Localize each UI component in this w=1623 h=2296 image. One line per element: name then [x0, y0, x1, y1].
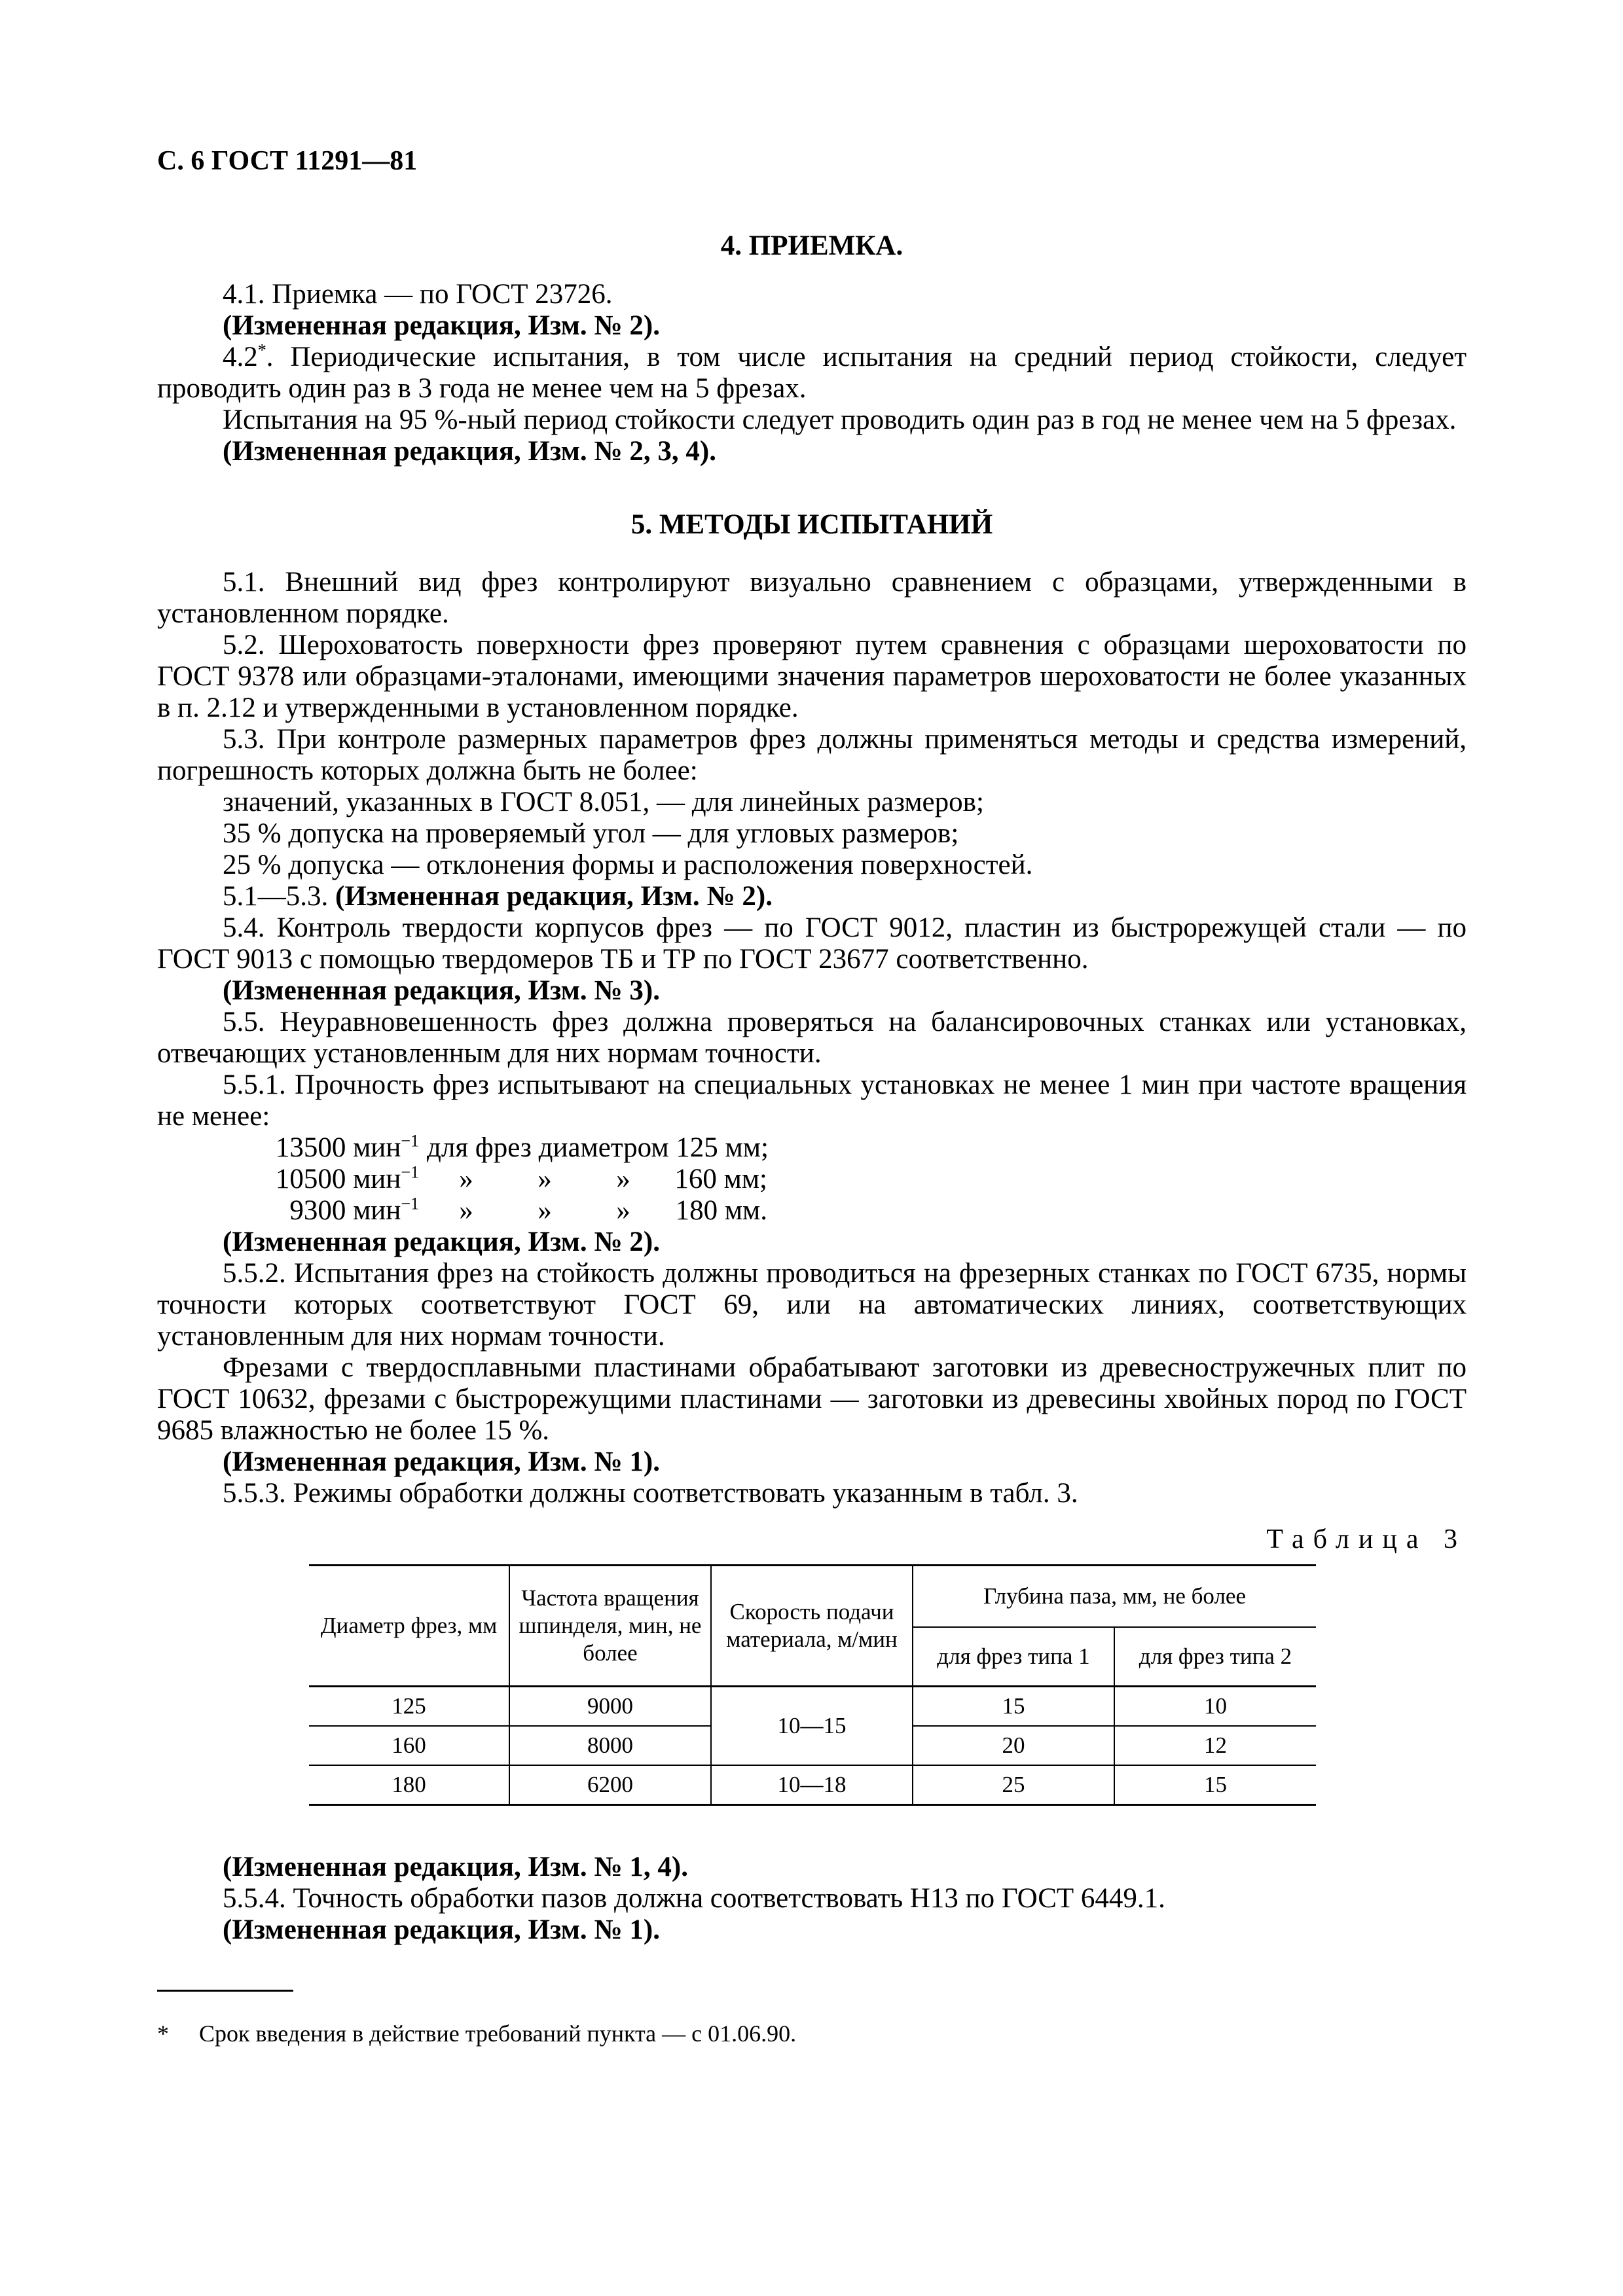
ditto-mark: » — [459, 1195, 473, 1226]
table-cell: 160 — [309, 1726, 509, 1765]
page-body — [157, 230, 1467, 1946]
table-cell: 9000 — [509, 1687, 711, 1727]
speed-row — [212, 1132, 1467, 1164]
table-cell: 6200 — [509, 1765, 711, 1805]
speed-row — [212, 1195, 1467, 1227]
table-row — [309, 1765, 1316, 1805]
paragraph-5-5-1: 5.5.1. Прочность фрез испытывают на специальных установках не менее 1 мин при частоте вращения не менее: — [157, 1069, 1467, 1132]
ditto-mark: » — [616, 1195, 630, 1226]
table-cell: 10—18 — [711, 1765, 913, 1805]
edit-note-5-1-5-3 — [157, 881, 1467, 912]
edit-note: (Измененная редакция, Изм. № 2). — [335, 881, 773, 912]
table-header-type1: для фрез типа 1 — [913, 1627, 1114, 1687]
paragraph-5-2: 5.2. Шероховатость поверхности фрез проверяют путем сравнения с образцами шероховатости по ГОСТ 9378 или образцами-эталонами, имеющими значения параметров шероховатости не более указанных в п. 2.12 и утвержденными в установленном порядке. — [157, 630, 1467, 723]
footnote-marker: * — [157, 2020, 169, 2047]
edit-note: (Измененная редакция, Изм. № 1, 4). — [223, 1852, 688, 1882]
list-item: 35 % допуска на проверяемый угол — для угловых размеров; — [223, 818, 959, 849]
table-caption: Таблица 3 — [1266, 1524, 1467, 1554]
paragraph-5-5-3: 5.5.3. Режимы обработки должны соответствовать указанным в табл. 3. — [223, 1478, 1078, 1509]
paragraph-4-2-b: Испытания на 95 %-ный период стойкости следует проводить один раз в год не менее чем на 5 фрезах. — [223, 404, 1457, 435]
edit-note: (Измененная редакция, Изм. № 1). — [223, 1446, 660, 1477]
table-cell: 25 — [913, 1765, 1114, 1805]
speed-diameter: 160 мм; — [674, 1164, 767, 1194]
table-cell: 15 — [913, 1687, 1114, 1727]
speed-list — [157, 1132, 1467, 1227]
table-header-feed-speed: Скорость подачи материала, м/мин — [711, 1566, 913, 1687]
speed-value: 9300 мин$^{-1}$ — [289, 1194, 419, 1226]
list-item: значений, указанных в ГОСТ 8.051, — для линейных размеров; — [223, 787, 984, 817]
table-cell: 8000 — [509, 1726, 711, 1765]
edit-note: (Измененная редакция, Изм. № 2). — [223, 1227, 660, 1257]
edit-note: (Измененная редакция, Изм. № 3). — [223, 975, 660, 1006]
paragraph-5-5-2-b: Фрезами с твердосплавными пластинами обрабатывают заготовки из древесностружечных плит по ГОСТ 10632, фрезами с быстрорежущими пластинами — заготовки из древесины хвойных пород по ГОСТ 9685 влажностью не более 15 %. — [157, 1352, 1467, 1446]
ditto-mark: » — [459, 1164, 473, 1194]
paragraph-5-5-2: 5.5.2. Испытания фрез на стойкость должны проводиться на фрезерных станках по ГОСТ 6735, нормы точности которых соответствуют ГОСТ 69, или на автоматических линиях, соответствующих установленным для них нормам точности. — [157, 1258, 1467, 1352]
table-cell: 10 — [1114, 1687, 1316, 1727]
speed-row — [212, 1164, 1467, 1195]
paragraph-5-3: 5.3. При контроле размерных параметров фрез должны применяться методы и средства измерений, погрешность которых должна быть не более: — [157, 724, 1467, 786]
table-row — [309, 1687, 1316, 1727]
paragraph-5-1: 5.1. Внешний вид фрез контролируют визуально сравнением с образцами, утвержденными в установленном порядке. — [157, 567, 1467, 629]
paragraph-4-2 — [157, 342, 1467, 404]
list-item: 25 % допуска — отклонения формы и расположения поверхностей. — [223, 850, 1033, 880]
speed-diameter: 180 мм. — [675, 1195, 767, 1226]
paragraph-number: 5.1—5.3. — [223, 881, 335, 912]
speed-text: для фрез диаметром 125 мм; — [427, 1132, 769, 1163]
ditto-mark: » — [538, 1195, 552, 1226]
table-cell: 20 — [913, 1726, 1114, 1765]
footnote-text: Срок введения в действие требований пункта — с 01.06.90. — [199, 2020, 797, 2047]
paragraph-text: . Периодические испытания, в том числе испытания на средний период стойкости, следует проводить один раз в 3 года не менее чем на 5 фрезах. — [157, 342, 1467, 404]
table-cell: 180 — [309, 1765, 509, 1805]
footnote-marker: * — [257, 340, 266, 360]
section-5-title: 5. МЕТОДЫ ИСПЫТАНИЙ — [630, 509, 993, 540]
ditto-mark: » — [616, 1164, 630, 1194]
page-header: С. 6 ГОСТ 11291—81 — [157, 146, 418, 176]
table-cell: 125 — [309, 1687, 509, 1727]
edit-note: (Измененная редакция, Изм. № 2, 3, 4). — [223, 436, 716, 467]
table-cell: 15 — [1114, 1765, 1316, 1805]
edit-note: (Измененная редакция, Изм. № 2). — [223, 310, 660, 341]
footnote-rule — [157, 1990, 293, 1992]
speed-value: 10500 мин$^{-1}$ — [275, 1162, 419, 1194]
footnote — [157, 2020, 796, 2047]
table-header-diameter: Диаметр фрез, мм — [309, 1566, 509, 1687]
table-header-frequency: Частота вращения шпинделя, мин, не более — [509, 1566, 711, 1687]
paragraph-5-4: 5.4. Контроль твердости корпусов фрез — по ГОСТ 9012, пластин из быстрорежущей стали — по ГОСТ 9013 с помощью твердомеров ТБ и ТР по ГОСТ 23677 соответственно. — [157, 912, 1467, 975]
ditto-mark: » — [538, 1164, 552, 1194]
paragraph-number: 4.2 — [223, 342, 258, 372]
table-header-depth: Глубина паза, мм, не более — [913, 1566, 1316, 1628]
speed-value: 13500 мин$^{-1}$ — [275, 1131, 419, 1163]
table-3 — [309, 1564, 1316, 1806]
table-cell: 12 — [1114, 1726, 1316, 1765]
paragraph-5-5-4: 5.5.4. Точность обработки пазов должна соответствовать H13 по ГОСТ 6449.1. — [223, 1883, 1165, 1914]
paragraph-5-5: 5.5. Неуравновешенность фрез должна проверяться на балансировочных станках или установках, отвечающих установленным для них нормам точности. — [157, 1007, 1467, 1069]
paragraph-4-1: 4.1. Приемка — по ГОСТ 23726. — [223, 279, 613, 310]
section-4-title: 4. ПРИЕМКА. — [720, 230, 903, 261]
table-cell: 10—15 — [711, 1687, 913, 1766]
edit-note: (Измененная редакция, Изм. № 1). — [223, 1914, 660, 1945]
table-header-type2: для фрез типа 2 — [1114, 1627, 1316, 1687]
